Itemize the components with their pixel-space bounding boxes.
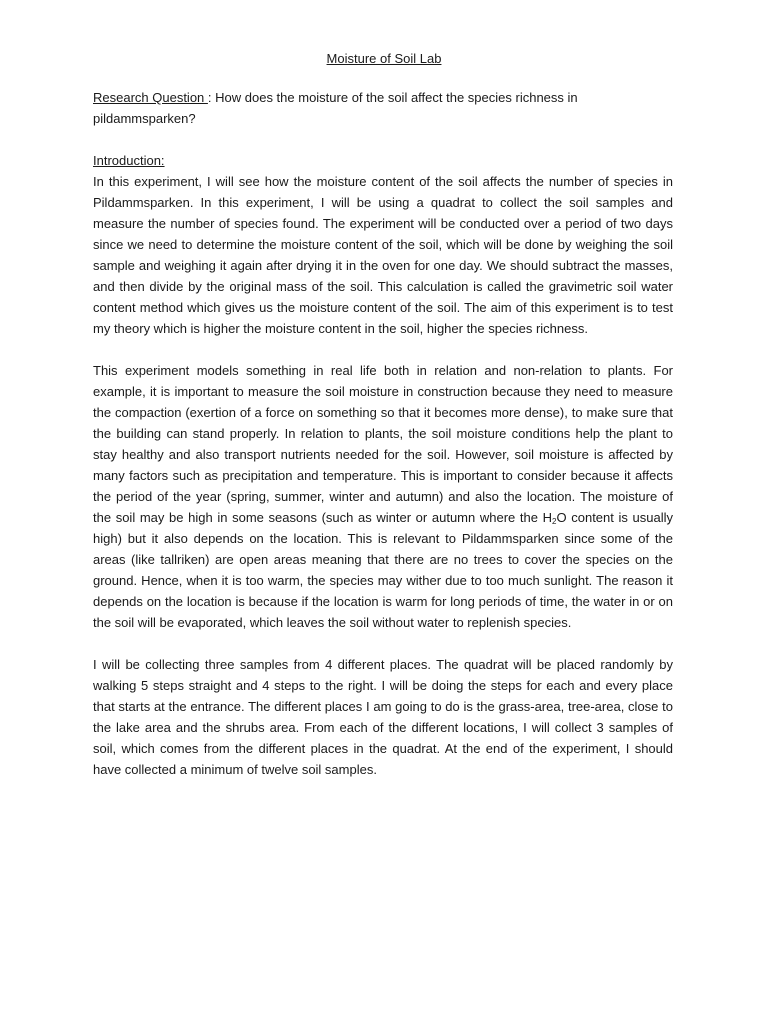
paragraph-real-life-relevance: [93, 360, 673, 633]
research-question-label: Research Question: [93, 90, 208, 105]
paragraph-text-part: This experiment models something in real life both in relation and non-relation to plants. For example, it is important to measure the soil moisture in construction because they need to measure the compaction (exertion of a force on something so that it becomes more dense), to make sure that the building can stand properly. In relation to plants, the soil moisture conditions help the plant to stay healthy and also transport nutrients needed for the soil. However, soil moisture is affected by many factors such as precipitation and temperature. This is important to consider because it affects the period of the year (spring, summer, winter and autumn) and also the location. The moisture of the soil may be high in some seasons (such as winter or autumn where the: [93, 363, 673, 525]
document-title: Moisture of Soil Lab: [326, 51, 442, 66]
introduction-heading: Introduction:: [93, 153, 165, 168]
paragraph-text-part: content is usually high) but it also depends on the location. This is relevant to Pildammsparken since some of the areas (like tallriken) are open areas meaning that there are no trees to cover the species on the ground. Hence, when it is too warm, the species may wither due to too much sunlight. The reason it depends on the location is because if the location is warm for long periods of time, the water in or on the soil will be evaporated, which leaves the soil without water to replenish species.: [93, 510, 673, 630]
paragraph-sampling-plan: I will be collecting three samples from 4 different places. The quadrat will be placed randomly by walking 5 steps straight and 4 steps to the right. I will be doing the steps for each and every place that starts at the entrance. The different places I am going to do is the grass-area, tree-area, close to the lake area and the shrubs area. From each of the different locations, I will collect 3 samples of soil, which comes from the different places in the quadrat. At the end of the experiment, I should have collected a minimum of twelve soil samples.: [93, 657, 673, 777]
paragraph-method-overview: In this experiment, I will see how the moisture content of the soil affects the number of species in Pildammsparken. In this experiment, I will be using a quadrat to collect the soil samples and measure the number of species found. The experiment will be conducted over a period of two days since we need to determine the moisture content of the soil, which will be done by weighing the soil sample and weighing it again after drying it in the oven for one day. We should subtract the masses, and then divide by the original mass of the soil. This calculation is called the gravimetric soil water content method which gives us the moisture content of the soil. The aim of this experiment is to test my theory which is higher the moisture content in the soil, higher the species richness.: [93, 174, 673, 336]
document-body: [93, 87, 673, 780]
research-question-text: : How does the moisture of the soil affect the species richness in pildammsparken?: [93, 90, 578, 126]
formula-o: O: [556, 510, 567, 525]
water-formula: [543, 510, 567, 525]
research-question: [93, 87, 673, 129]
formula-subscript: 2: [552, 517, 557, 526]
formula-h: H: [542, 510, 553, 525]
